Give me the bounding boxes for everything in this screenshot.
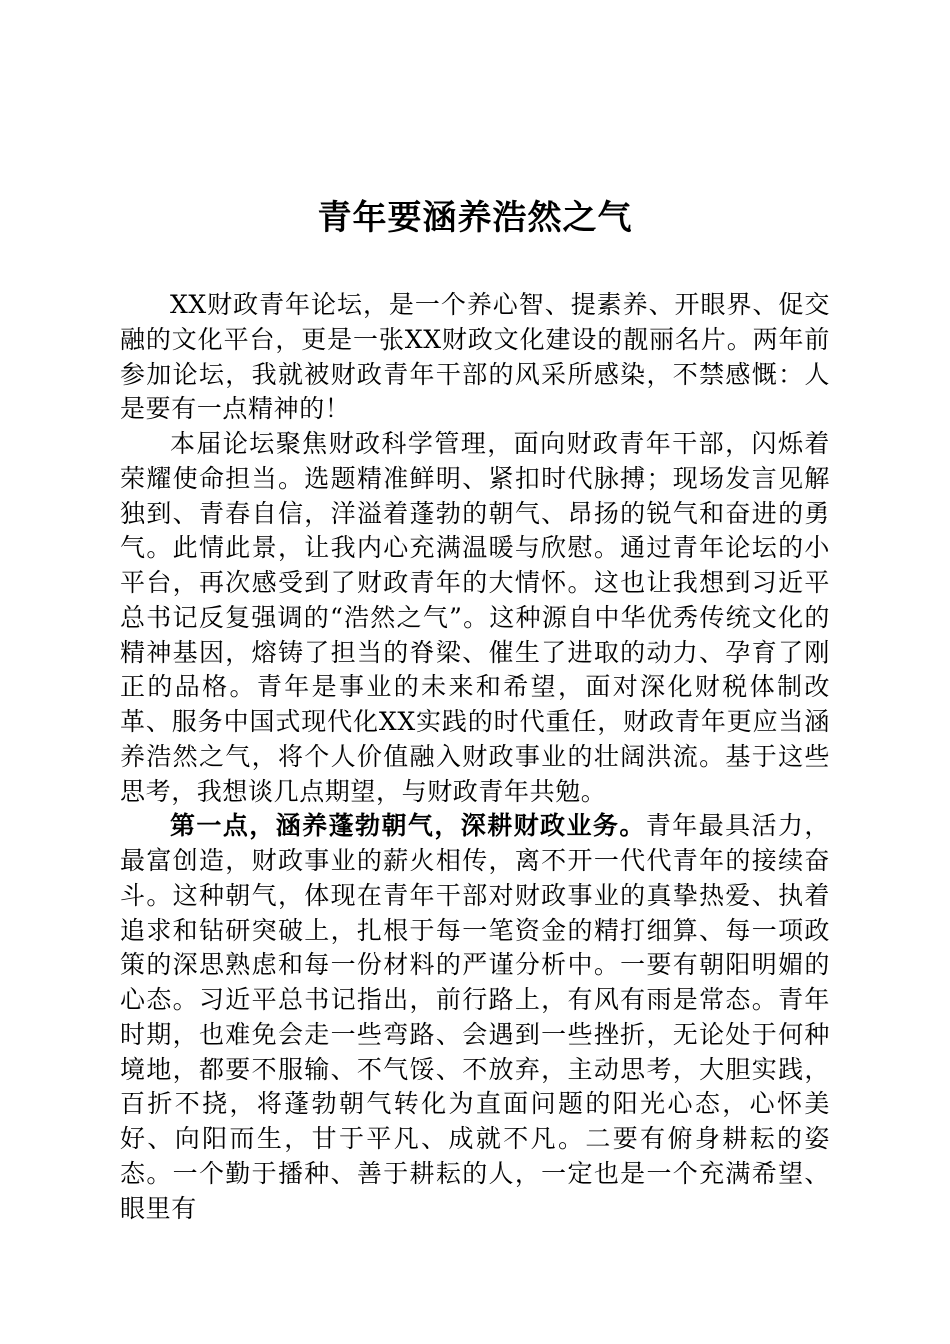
document-body <box>120 288 830 1226</box>
paragraph-3 <box>120 809 830 1226</box>
paragraph-2 <box>120 427 830 809</box>
paragraph-2-text: 本届论坛聚焦财政科学管理，面向财政青年干部，闪烁着荣耀使命担当。选题精准鲜明、紧扣时代脉搏；现场发言见解独到、青春自信，洋溢着蓬勃的朝气、昂扬的锐气和奋进的勇气。此情此景，让我内心充满温暖与欣慰。通过青年论坛的小平台，再次感受到了财政青年的大情怀。这也让我想到习近平总书记反复强调的“浩然之气”。这种源自中华优秀传统文化的精神基因，熔铸了担当的脊梁、催生了进取的动力、孕育了刚正的品格。青年是事业的未来和希望，面对深化财税体制改革、服务中国式现代化XX实践的时代重任，财政青年更应当涵养浩然之气，将个人价值融入财政事业的壮阔洪流。基于这些思考，我想谈几点期望，与财政青年共勉。 <box>120 429 830 806</box>
paragraph-1-text: XX财政青年论坛，是一个养心智、提素养、开眼界、促交融的文化平台，更是一张XX财政文化建设的靓丽名片。两年前参加论坛，我就被财政青年干部的风采所感染，不禁感慨：人是要有一点精神的！ <box>120 290 830 424</box>
paragraph-3-text: 青年最具活力，最富创造，财政事业的薪火相传，离不开一代代青年的接续奋斗。这种朝气，体现在青年干部对财政事业的真挚热爱、执着追求和钻研突破上，扎根于每一笔资金的精打细算、每一项政策的深思熟虑和每一份材料的严谨分析中。一要有朝阳明媚的心态。习近平总书记指出，前行路上，有风有雨是常态。青年时期，也难免会走一些弯路、会遇到一些挫折，无论处于何种境地，都要不服输、不气馁、不放弃，主动思考，大胆实践，百折不挠，将蓬勃朝气转化为直面问题的阳光心态，心怀美好、向阳而生，甘于平凡、成就不凡。二要有俯身耕耘的姿态。一个勤于播种、善于耕耘的人，一定也是一个充满希望、眼里有 <box>120 811 830 1223</box>
paragraph-3-heading: 第一点，涵养蓬勃朝气，深耕财政业务。 <box>170 811 646 841</box>
document-title: 青年要涵养浩然之气 <box>317 198 633 238</box>
paragraph-1 <box>120 288 830 427</box>
